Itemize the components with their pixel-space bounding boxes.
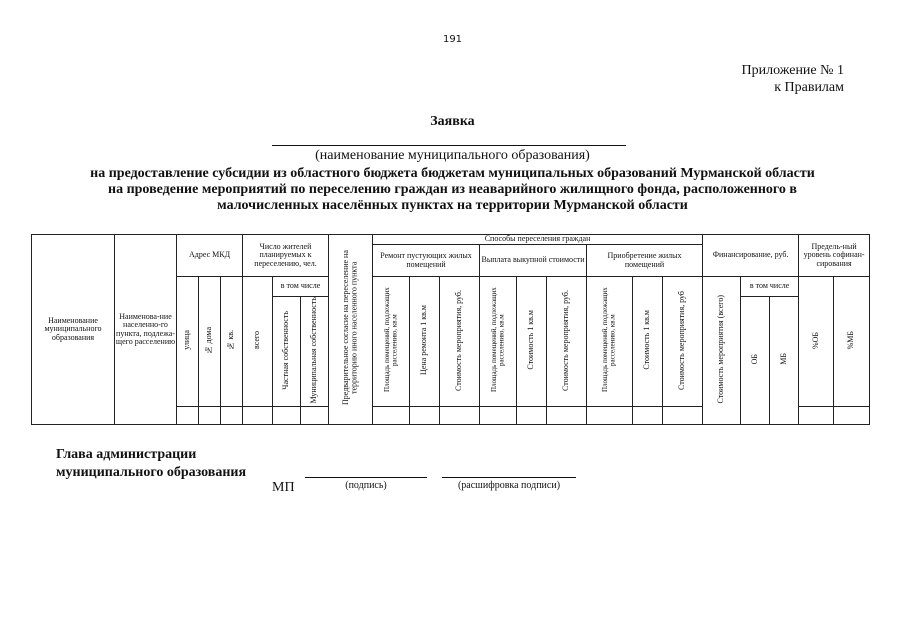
col-mb — [770, 297, 799, 425]
cell-empty — [273, 407, 301, 425]
col-preliminary-consent — [329, 235, 373, 425]
purchase-area-label: Площадь помещений, подлежащих расселению, кв.м — [601, 287, 617, 393]
street-label: улица — [182, 330, 192, 351]
col-buyout-cost — [547, 277, 587, 407]
page-number: 191 — [442, 34, 463, 45]
application-table — [31, 234, 870, 425]
cell-empty — [547, 407, 587, 425]
col-purchase-cost — [663, 277, 703, 407]
ob-label: ОБ — [749, 354, 759, 365]
col-residents-total — [243, 277, 273, 407]
municipality-name-line — [272, 145, 626, 146]
subtitle-line-2: на проведение мероприятий по переселению граждан из неаварийного жилищного фонда, расположенного в — [108, 182, 797, 197]
mb-label: МБ — [778, 353, 788, 366]
buyout-cost-label: Стоимость мероприятия, руб. — [561, 289, 571, 391]
cell-empty — [480, 407, 517, 425]
repair-price-label: Цена ремонта 1 кв.м — [419, 305, 429, 376]
municipality-name-caption: (наименование муниципального образования) — [315, 148, 590, 163]
col-limit-level: Предель-ный уровень софинан-сирования — [799, 235, 870, 277]
apartment-no-label: № кв. — [226, 329, 236, 351]
cost-total-label: Стоимость мероприятия (всего) — [716, 294, 726, 404]
buyout-sqm-label: Стоимость 1 кв.м — [526, 310, 536, 371]
col-mo-name: Наименование муниципального образования — [32, 235, 115, 425]
col-street — [177, 277, 199, 407]
col-cost-total — [703, 277, 741, 425]
appendix-label — [742, 62, 845, 96]
col-private-own — [273, 297, 301, 407]
col-repair-price — [410, 277, 440, 407]
subtitle-line-3: малочисленных населённых пунктах на территории Мурманской области — [217, 198, 688, 213]
appendix-line-2: к Правилам — [774, 80, 844, 95]
cell-empty — [410, 407, 440, 425]
col-repair-area — [373, 277, 410, 407]
cell-empty — [440, 407, 480, 425]
municipal-own-label: Муниципальная собственность — [309, 297, 319, 404]
col-purchase-sqm — [633, 277, 663, 407]
buyout-area-label: Площадь помещений, подлежащих расселению, кв.м — [489, 287, 506, 393]
private-own-label: Частная собственность — [281, 310, 291, 390]
house-no-label: № дома — [204, 326, 214, 354]
col-repair-cost — [440, 277, 480, 407]
col-buyout-sqm — [517, 277, 547, 407]
col-repair: Ремонт пустующих жилых помещений — [373, 245, 480, 277]
col-buyout-area — [480, 277, 517, 407]
signature-transcript-line — [442, 477, 576, 478]
col-address-mkd: Адрес МКД — [177, 235, 243, 277]
col-ob — [741, 297, 770, 425]
cell-empty — [243, 407, 273, 425]
seal-place-label: МП — [272, 480, 295, 495]
document-subtitle — [40, 166, 865, 214]
appendix-line-1: Приложение № 1 — [741, 63, 844, 78]
signature-line — [305, 477, 427, 478]
col-purchase-area — [587, 277, 633, 407]
col-residents: Число жителей планируемых к переселению, чел. — [243, 235, 329, 277]
pct-ob-label: %ОБ — [810, 331, 820, 349]
document-title: Заявка — [430, 114, 475, 129]
cell-empty — [587, 407, 633, 425]
col-methods: Способы переселения граждан — [373, 235, 703, 245]
cell-empty — [834, 407, 870, 425]
col-municipal-own — [301, 297, 329, 407]
signature-transcript-caption: (расшифровка подписи) — [457, 480, 561, 491]
head-of-administration — [56, 446, 246, 482]
cell-empty — [301, 407, 329, 425]
cell-empty — [373, 407, 410, 425]
col-financing-incl: в том числе — [741, 277, 799, 297]
cell-empty — [177, 407, 199, 425]
cell-empty — [799, 407, 834, 425]
signature-caption: (подпись) — [345, 480, 387, 491]
col-settlement-name: Наименова-ние населенно-го пункта, подлежа-щего расселению — [115, 235, 177, 425]
col-pct-ob — [799, 277, 834, 407]
col-buyout: Выплата выкупной стоимости — [480, 245, 587, 277]
cell-empty — [663, 407, 703, 425]
cell-empty — [517, 407, 547, 425]
col-purchase: Приобретение жилых помещений — [587, 245, 703, 277]
pct-mb-label: %МБ — [846, 331, 856, 350]
cell-empty — [221, 407, 243, 425]
purchase-sqm-label: Стоимость 1 кв.м — [642, 310, 652, 371]
col-residents-incl: в том числе — [273, 277, 329, 297]
cell-empty — [633, 407, 663, 425]
purchase-cost-label: Стоимость мероприятия, руб — [677, 290, 687, 390]
col-pct-mb — [834, 277, 870, 407]
residents-total-label: всего — [252, 331, 262, 350]
subtitle-line-1: на предоставление субсидии из областного бюджета бюджетам муниципальных образований Мурманской области — [90, 166, 815, 181]
repair-cost-label: Стоимость мероприятия, руб. — [454, 289, 464, 391]
repair-area-label: Площадь помещений, подлежащих расселению, кв.м — [382, 287, 399, 393]
col-apartment-no — [221, 277, 243, 407]
head-line-2: муниципального образования — [56, 465, 247, 480]
col-financing: Финансирование, руб. — [703, 235, 799, 277]
col-house-no — [199, 277, 221, 407]
cell-empty — [199, 407, 221, 425]
head-line-1: Глава администрации — [56, 447, 197, 462]
preliminary-consent-label: Предварительное согласие на переселение на территорию иного населенного пункта — [341, 250, 359, 406]
